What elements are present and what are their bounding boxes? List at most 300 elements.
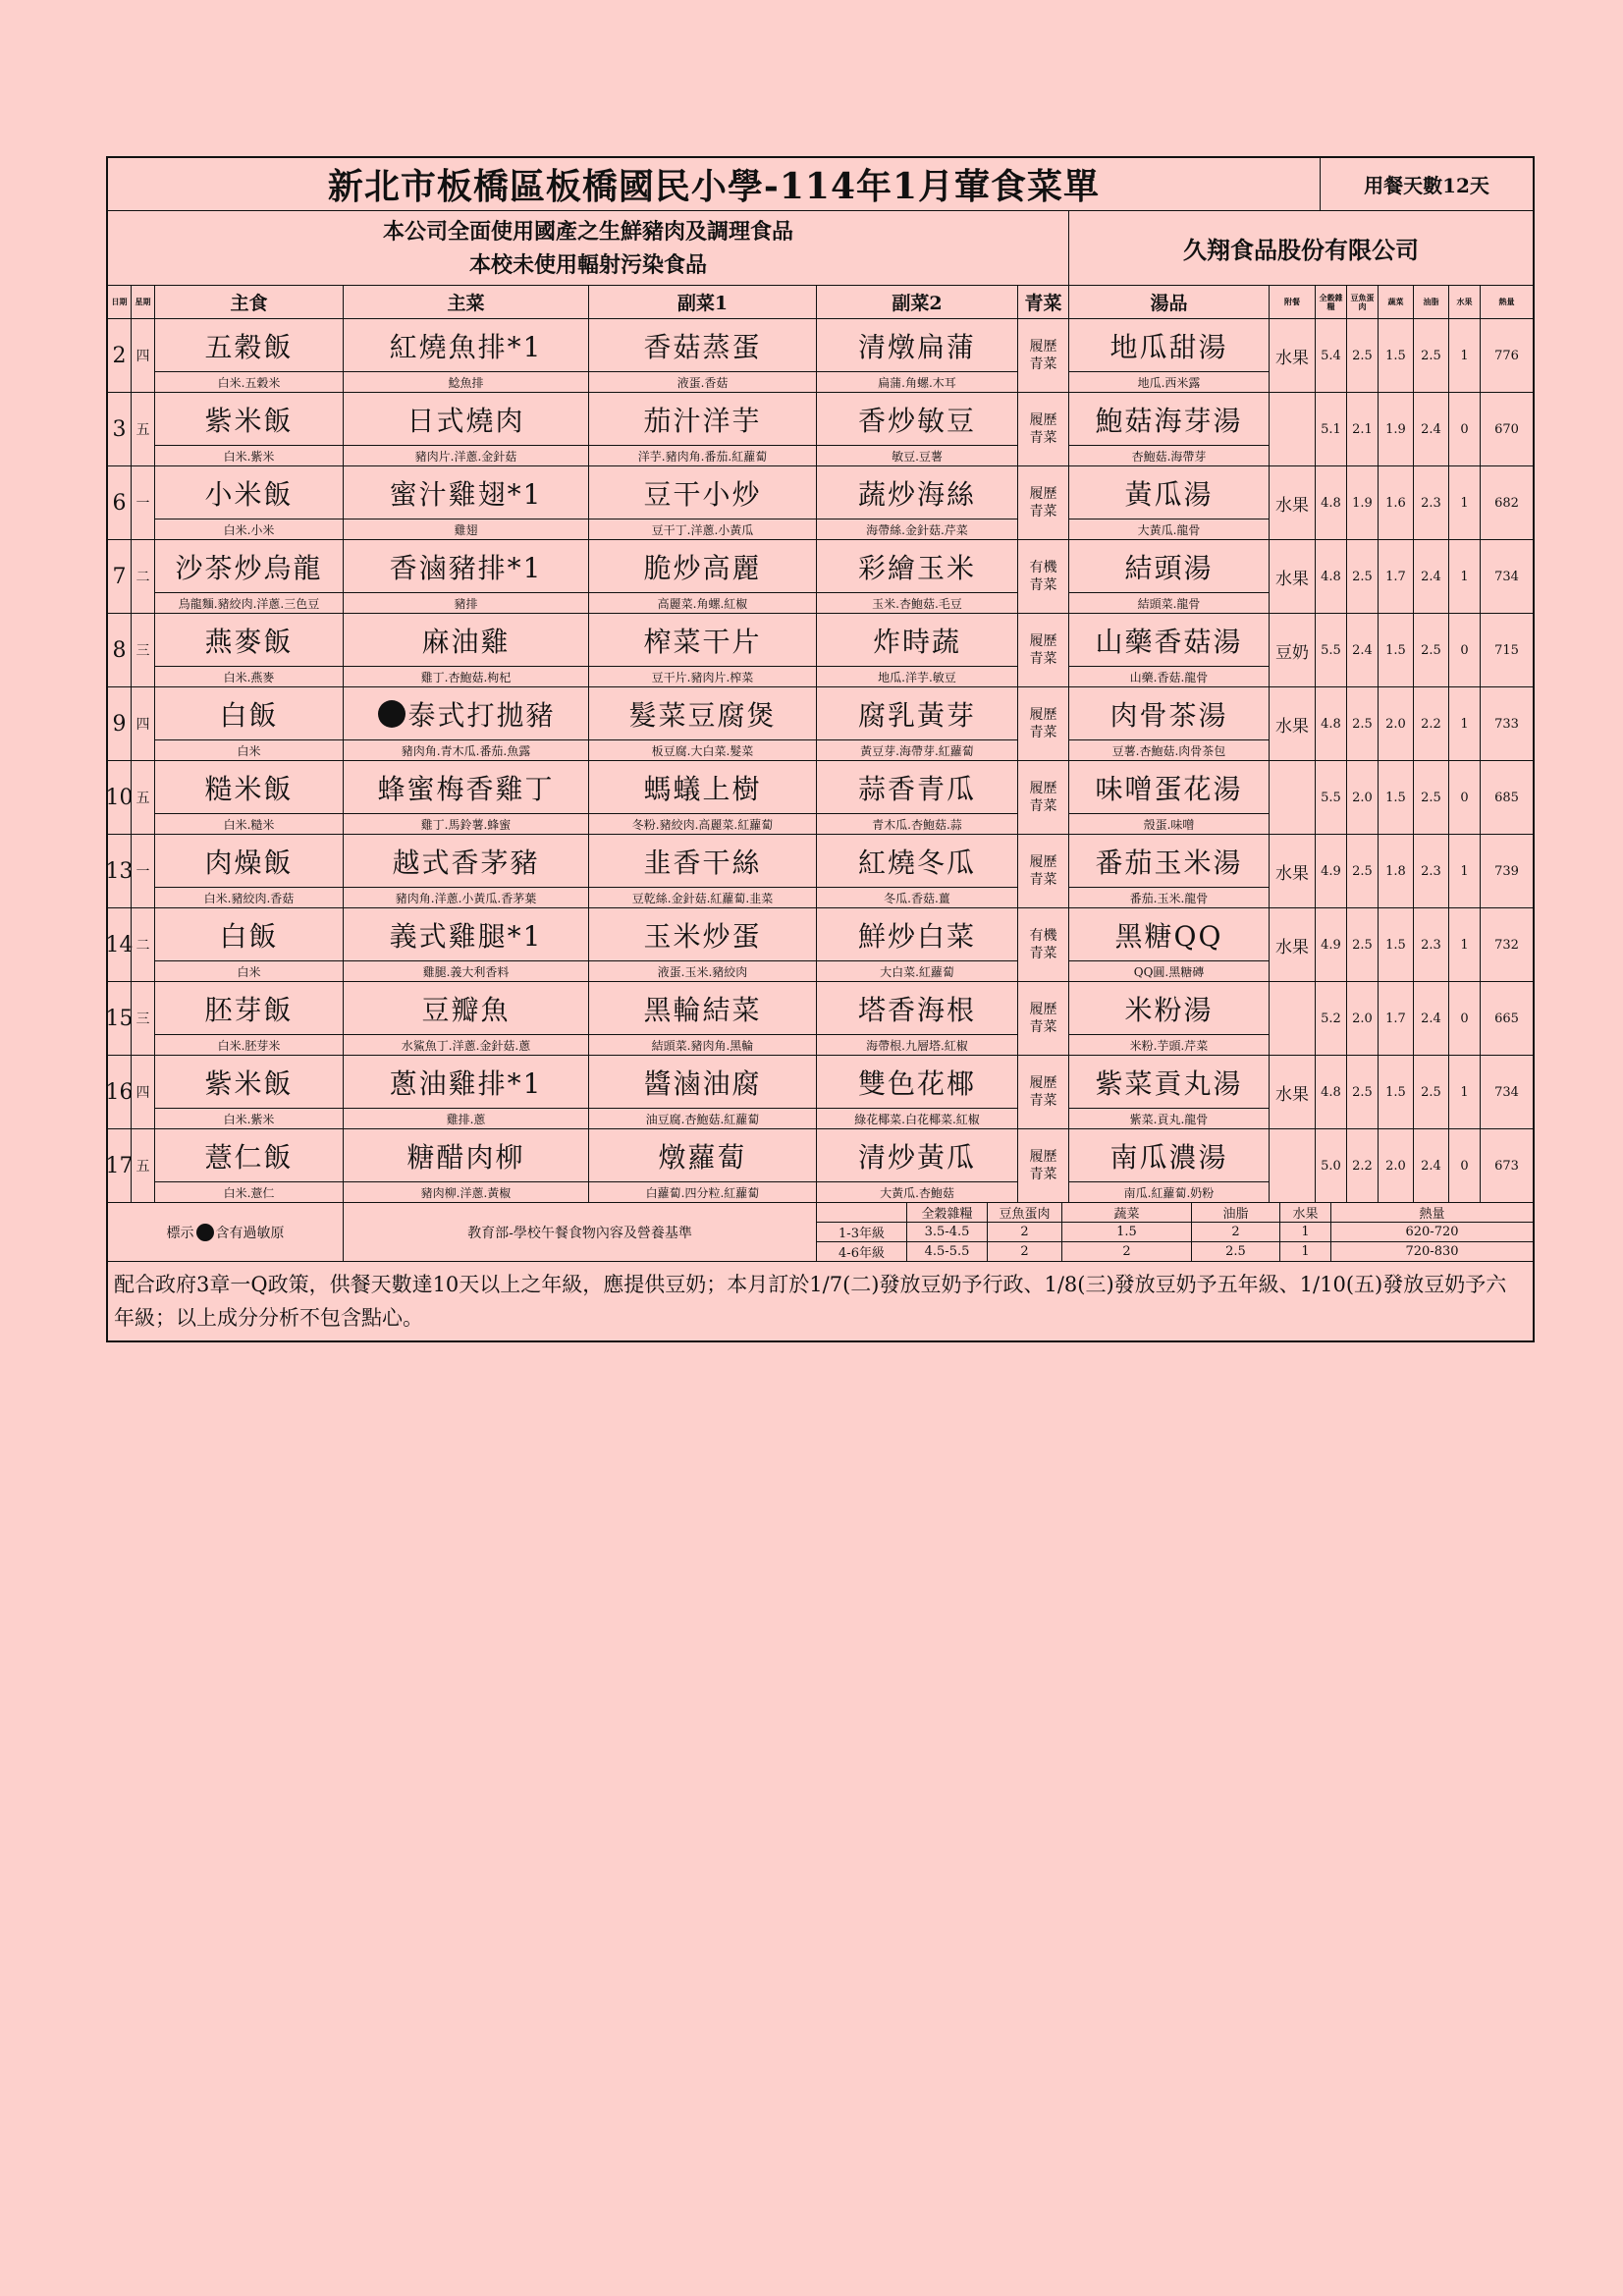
fruit-value: 1 bbox=[1449, 540, 1481, 613]
protein-value: 2.5 bbox=[1347, 540, 1379, 613]
day-row bbox=[108, 319, 1533, 393]
soup-name bbox=[1069, 687, 1269, 740]
day-row bbox=[105, 908, 1533, 982]
fruit-value: 1 bbox=[1449, 466, 1481, 539]
vegetable-value: 1.5 bbox=[1379, 1056, 1414, 1128]
vegetable-type bbox=[1018, 687, 1069, 760]
soup-name-ingredients: 地瓜.西米露 bbox=[1137, 375, 1201, 390]
soup bbox=[1069, 982, 1270, 1055]
side-dish-1-name-text: 榨菜干片 bbox=[643, 625, 762, 658]
col-calories: 熱量 bbox=[1498, 297, 1515, 306]
standard-cell: 4.5-5.5 bbox=[907, 1242, 988, 1261]
veg-label-1: 履歷 bbox=[1029, 633, 1057, 649]
standard-cell: 2 bbox=[988, 1242, 1062, 1261]
main-staple-dish bbox=[155, 540, 343, 593]
extra-item: 水果 bbox=[1270, 540, 1316, 613]
side-dish-2-name-ingredients: 冬瓜.香菇.薑 bbox=[884, 891, 950, 905]
vegetable-type bbox=[1018, 393, 1069, 465]
soup-name bbox=[1069, 466, 1269, 519]
side-dish-2-name bbox=[817, 466, 1017, 519]
side-dish-2-name-text: 蔬炒海絲 bbox=[857, 477, 976, 511]
vegetable-value: 1.7 bbox=[1379, 982, 1414, 1055]
standard-header-cell: 全穀雜糧 bbox=[907, 1203, 988, 1222]
main-dish bbox=[344, 319, 589, 392]
side-dish-2 bbox=[817, 1129, 1018, 1202]
extra-item: 水果 bbox=[1270, 835, 1316, 907]
fruit-value: 0 bbox=[1449, 393, 1481, 465]
col-grain: 全穀雜糧 bbox=[1316, 286, 1347, 318]
standard-header-cell: 熱量 bbox=[1419, 1207, 1445, 1222]
protein-value: 2.0 bbox=[1347, 761, 1379, 834]
company-name: 久翔食品股份有限公司 bbox=[1183, 236, 1419, 264]
soup-name bbox=[1069, 982, 1269, 1035]
side-dish-2-name-ingredients: 綠花椰菜.白花椰菜.紅椒 bbox=[854, 1112, 980, 1126]
side-dish-1-name-ingredients: 冬粉.豬絞肉.高麗菜.紅蘿蔔 bbox=[631, 817, 774, 832]
main-staple-dish-ingredients: 白米 bbox=[237, 743, 261, 758]
oil-value: 2.4 bbox=[1414, 540, 1449, 613]
extra-item: 水果 bbox=[1270, 908, 1316, 981]
soup-name-ingredients: 大黃瓜.龍骨 bbox=[1137, 522, 1201, 537]
col-soup: 湯品 bbox=[1069, 286, 1270, 318]
main-staple-dish-ingredients: 烏龍麵.豬絞肉.洋蔥.三色豆 bbox=[178, 596, 320, 611]
main-dish-name bbox=[344, 466, 588, 519]
protein-value: 2.5 bbox=[1347, 908, 1379, 981]
side-dish-1 bbox=[589, 835, 817, 907]
main-dish bbox=[344, 982, 589, 1055]
soup-name bbox=[1069, 1129, 1269, 1182]
protein-value: 2.2 bbox=[1347, 1129, 1379, 1202]
side-dish-1-name-ingredients: 豆干片.豬肉片.榨菜 bbox=[651, 670, 754, 684]
side-dish-1-name-text: 黑輪結菜 bbox=[643, 993, 762, 1026]
main-dish-name bbox=[344, 908, 588, 961]
veg-label-2: 青菜 bbox=[1029, 1167, 1057, 1182]
side-dish-1-name bbox=[589, 540, 816, 593]
vegetable-value: 1.5 bbox=[1379, 908, 1414, 981]
side-dish-1-name bbox=[589, 614, 816, 667]
main-dish bbox=[344, 540, 589, 613]
oil-value: 2.5 bbox=[1414, 761, 1449, 834]
day-date: 16 bbox=[108, 1056, 132, 1128]
grain-value: 4.8 bbox=[1316, 466, 1347, 539]
main-dish-name bbox=[344, 1129, 588, 1182]
main-staple-dish-text: 五穀飯 bbox=[204, 330, 294, 363]
main-staple-dish-text: 胚芽飯 bbox=[204, 993, 294, 1026]
side-dish-2-name bbox=[817, 319, 1017, 372]
main-dish bbox=[344, 908, 589, 981]
day-row bbox=[108, 466, 1533, 540]
oil-value: 2.3 bbox=[1414, 835, 1449, 907]
day-date: 2 bbox=[108, 319, 132, 392]
side-dish-1-name bbox=[589, 393, 816, 446]
main-dish-name-ingredients: 雞翅 bbox=[454, 522, 478, 537]
grain-value: 5.5 bbox=[1316, 614, 1347, 686]
day-date: 17 bbox=[108, 1129, 132, 1202]
standard-cell: 3.5-4.5 bbox=[907, 1223, 988, 1241]
soup-name-text: 黃瓜湯 bbox=[1124, 477, 1214, 511]
veg-label-2: 青菜 bbox=[1029, 946, 1057, 961]
oil-value: 2.4 bbox=[1414, 393, 1449, 465]
side-dish-1 bbox=[589, 1056, 817, 1128]
calories-value: 776 bbox=[1494, 348, 1519, 363]
day-date: 14 bbox=[108, 908, 132, 981]
side-dish-2-name bbox=[817, 835, 1017, 888]
grain-value: 4.8 bbox=[1316, 540, 1347, 613]
veg-label-2: 青菜 bbox=[1029, 504, 1057, 519]
day-date: 15 bbox=[108, 982, 132, 1055]
main-dish-name-text: 蜂蜜梅香雞丁 bbox=[377, 772, 555, 805]
day-weekday: 五 bbox=[132, 1129, 155, 1202]
day-weekday: 五 bbox=[132, 393, 155, 465]
standard-cell: 1 bbox=[1280, 1242, 1331, 1261]
side-dish-2-name bbox=[817, 982, 1017, 1035]
soup bbox=[1069, 614, 1270, 686]
side-dish-2-name-text: 彩繪玉米 bbox=[857, 551, 976, 584]
main-dish-name bbox=[344, 687, 588, 740]
soup-name-text: 黑糖QQ bbox=[1114, 919, 1223, 953]
standard-cell: 2.5 bbox=[1192, 1242, 1280, 1261]
main-staple-dish-ingredients: 白米.五穀米 bbox=[217, 375, 281, 390]
vegetable-value: 1.7 bbox=[1379, 540, 1414, 613]
extra-item bbox=[1270, 761, 1316, 834]
main-staple bbox=[155, 540, 344, 613]
main-dish-name-ingredients: 雞排.蔥 bbox=[446, 1112, 486, 1126]
veg-label-2: 青菜 bbox=[1029, 798, 1057, 814]
side-dish-2-name-ingredients: 青木瓜.杏鮑菇.蒜 bbox=[872, 817, 962, 832]
calories-value: 673 bbox=[1494, 1158, 1519, 1174]
oil-value: 2.4 bbox=[1414, 982, 1449, 1055]
vegetable-type bbox=[1018, 1129, 1069, 1202]
side-dish-2 bbox=[817, 466, 1018, 539]
main-staple-dish-text: 糙米飯 bbox=[204, 772, 294, 805]
title-row bbox=[108, 158, 1533, 211]
veg-label-2: 青菜 bbox=[1029, 1019, 1057, 1035]
fruit-value: 1 bbox=[1449, 908, 1481, 981]
day-weekday: 二 bbox=[132, 908, 155, 981]
side-dish-1-name-ingredients: 液蛋.玉米.豬絞肉 bbox=[657, 964, 748, 979]
extra-item: 水果 bbox=[1270, 1056, 1316, 1128]
vegetable-type bbox=[1018, 761, 1069, 834]
grain-value: 4.8 bbox=[1316, 1056, 1347, 1128]
main-staple bbox=[155, 982, 344, 1055]
soup-name-ingredients: 南瓜.紅蘿蔔.奶粉 bbox=[1123, 1185, 1215, 1200]
day-row bbox=[105, 1129, 1533, 1203]
standard-cell: 1-3年級 bbox=[817, 1223, 907, 1241]
soup-name-text: 米粉湯 bbox=[1124, 993, 1214, 1026]
col-main-dish: 主菜 bbox=[344, 286, 589, 318]
soup-name-text: 南瓜濃湯 bbox=[1109, 1140, 1228, 1174]
main-dish-name bbox=[344, 319, 588, 372]
soup-name bbox=[1069, 908, 1269, 961]
notice bbox=[108, 211, 1069, 285]
side-dish-2-name-text: 鮮炒白菜 bbox=[857, 919, 976, 953]
veg-label-2: 青菜 bbox=[1029, 651, 1057, 667]
main-staple-dish-text: 肉燥飯 bbox=[204, 846, 294, 879]
soup bbox=[1069, 687, 1270, 760]
side-dish-1-name-text: 豆干小炒 bbox=[643, 477, 762, 511]
soy-milk-note: 配合政府3章一Q政策，供餐天數達10天以上之年級，應提供豆奶；本月訂於1/7(二)發放豆奶予行政、1/8(三)發放豆奶予五年級、1/10(五)發放豆奶予六年級；以上成分分析不包含點心。 bbox=[114, 1273, 1507, 1330]
protein-value: 2.5 bbox=[1347, 1056, 1379, 1128]
oil-value: 2.3 bbox=[1414, 908, 1449, 981]
main-staple-dish-text: 紫米飯 bbox=[204, 1066, 294, 1100]
main-dish-name-text: 豆瓣魚 bbox=[421, 993, 511, 1026]
side-dish-2-name bbox=[817, 761, 1017, 814]
main-dish-name-text: 蜜汁雞翅*1 bbox=[389, 477, 543, 511]
soup-name-ingredients: 山藥.香菇.龍骨 bbox=[1129, 670, 1209, 684]
notice-line-2: 本校未使用輻射污染食品 bbox=[468, 251, 707, 278]
main-dish-name-text: 日式燒肉 bbox=[406, 404, 525, 437]
day-row bbox=[108, 393, 1533, 466]
main-dish-name bbox=[344, 761, 588, 814]
main-dish bbox=[344, 466, 589, 539]
calories-value: 665 bbox=[1494, 1011, 1519, 1026]
veg-label-1: 履歷 bbox=[1029, 1002, 1057, 1017]
oil-value: 2.5 bbox=[1414, 319, 1449, 392]
standard-table bbox=[817, 1203, 1533, 1261]
col-weekday: 星期 bbox=[132, 286, 155, 318]
soup-name bbox=[1069, 540, 1269, 593]
side-dish-2-name-text: 腐乳黃芽 bbox=[857, 698, 976, 732]
main-staple-dish-ingredients: 白米.糙米 bbox=[223, 817, 275, 832]
col-vegetable: 蔬菜 bbox=[1379, 286, 1414, 318]
side-dish-1-name-ingredients: 洋芋.豬肉角.番茄.紅蘿蔔 bbox=[637, 449, 768, 464]
soup bbox=[1069, 393, 1270, 465]
calories-value: 715 bbox=[1494, 642, 1519, 658]
extra-item: 水果 bbox=[1270, 687, 1316, 760]
main-dish-name-text: 麻油雞 bbox=[421, 625, 511, 658]
calories-value: 685 bbox=[1494, 790, 1519, 805]
main-dish-name-text: 糖醋肉柳 bbox=[406, 1140, 525, 1174]
main-dish-name-ingredients: 豬肉片.洋蔥.金針菇 bbox=[414, 449, 517, 464]
day-date: 8 bbox=[108, 614, 132, 686]
day-row bbox=[108, 540, 1533, 614]
grain-value: 5.5 bbox=[1316, 761, 1347, 834]
col-veg: 青菜 bbox=[1018, 286, 1069, 318]
soup bbox=[1069, 835, 1270, 907]
protein-value: 2.5 bbox=[1347, 835, 1379, 907]
footer-row bbox=[108, 1203, 1533, 1262]
main-dish bbox=[344, 761, 589, 834]
side-dish-2-name-text: 清燉扁蒲 bbox=[857, 330, 976, 363]
grain-value: 5.1 bbox=[1316, 393, 1347, 465]
main-staple-dish-ingredients: 白米.豬絞肉.香菇 bbox=[203, 891, 295, 905]
standard-cell: 2 bbox=[988, 1223, 1062, 1241]
allergen-dot-icon bbox=[196, 1224, 214, 1241]
side-dish-1-name bbox=[589, 1129, 816, 1182]
soup-name-text: 鮑菇海芽湯 bbox=[1095, 404, 1243, 437]
vegetable-type bbox=[1018, 319, 1069, 392]
standard-cell: 2 bbox=[1062, 1242, 1192, 1261]
vegetable-type bbox=[1018, 540, 1069, 613]
day-weekday: 二 bbox=[132, 540, 155, 613]
grain-value: 5.0 bbox=[1316, 1129, 1347, 1202]
main-dish bbox=[344, 614, 589, 686]
main-dish bbox=[344, 393, 589, 465]
veg-label-1: 履歷 bbox=[1029, 412, 1057, 428]
col-date: 日期 bbox=[108, 286, 132, 318]
notice-line-1: 本公司全面使用國產之生鮮豬肉及調理食品 bbox=[382, 218, 793, 245]
main-staple-dish bbox=[155, 761, 343, 814]
calories-value: 670 bbox=[1494, 421, 1519, 437]
soup-name-ingredients: 殼蛋.味噌 bbox=[1143, 817, 1195, 832]
day-weekday: 五 bbox=[132, 761, 155, 834]
side-dish-1 bbox=[589, 319, 817, 392]
extra-item: 水果 bbox=[1270, 466, 1316, 539]
main-dish-name-ingredients: 水鯊魚丁.洋蔥.金針菇.蔥 bbox=[401, 1038, 531, 1053]
fruit-value: 0 bbox=[1449, 982, 1481, 1055]
extra-item bbox=[1270, 982, 1316, 1055]
main-dish-name-ingredients: 鯰魚排 bbox=[448, 375, 484, 390]
main-staple-dish bbox=[155, 835, 343, 888]
side-dish-1 bbox=[589, 982, 817, 1055]
side-dish-2 bbox=[817, 393, 1018, 465]
vegetable-value: 2.0 bbox=[1379, 687, 1414, 760]
veg-label-2: 青菜 bbox=[1029, 356, 1057, 372]
soup-name-text: 紫菜貢丸湯 bbox=[1095, 1066, 1243, 1100]
standard-header-cell: 豆魚蛋肉 bbox=[988, 1203, 1062, 1222]
soup-name-ingredients: 紫菜.貢丸.龍骨 bbox=[1129, 1112, 1209, 1126]
veg-label-2: 青菜 bbox=[1029, 872, 1057, 888]
soup-name-text: 肉骨茶湯 bbox=[1109, 698, 1228, 732]
soup-name-text: 味噌蛋花湯 bbox=[1095, 772, 1243, 805]
side-dish-1-name bbox=[589, 761, 816, 814]
main-staple-dish bbox=[155, 1056, 343, 1109]
grain-value: 4.9 bbox=[1316, 908, 1347, 981]
side-dish-2 bbox=[817, 540, 1018, 613]
side-dish-1-name-ingredients: 高麗菜.角螺.紅椒 bbox=[657, 596, 748, 611]
soup-name-text: 結頭湯 bbox=[1124, 551, 1214, 584]
main-staple-dish bbox=[155, 466, 343, 519]
main-dish-name-ingredients: 豬肉柳.洋蔥.黃椒 bbox=[420, 1185, 512, 1200]
col-side1: 副菜1 bbox=[589, 286, 817, 318]
side-dish-1-name-ingredients: 豆干丁.洋蔥.小黃瓜 bbox=[651, 522, 754, 537]
soup bbox=[1069, 761, 1270, 834]
extra-item: 豆奶 bbox=[1270, 614, 1316, 686]
calories-value: 732 bbox=[1494, 937, 1519, 953]
main-staple-dish bbox=[155, 1129, 343, 1182]
main-dish bbox=[344, 687, 589, 760]
main-staple-dish-text: 白飯 bbox=[219, 919, 279, 953]
side-dish-2-name-text: 炸時蔬 bbox=[872, 625, 961, 658]
veg-label-1: 履歷 bbox=[1029, 486, 1057, 502]
main-staple bbox=[155, 687, 344, 760]
protein-value: 2.0 bbox=[1347, 982, 1379, 1055]
side-dish-2-name bbox=[817, 687, 1017, 740]
side-dish-2 bbox=[817, 614, 1018, 686]
vegetable-value: 1.5 bbox=[1379, 614, 1414, 686]
side-dish-1-name-ingredients: 板豆腐.大白菜.髮菜 bbox=[651, 743, 754, 758]
soup bbox=[1069, 1129, 1270, 1202]
allergen-legend bbox=[108, 1203, 344, 1261]
side-dish-1-name-text: 燉蘿蔔 bbox=[658, 1140, 747, 1174]
veg-label-2: 青菜 bbox=[1029, 577, 1057, 593]
side-dish-1 bbox=[589, 1129, 817, 1202]
col-fruit: 水果 bbox=[1449, 286, 1481, 318]
extra-item: 水果 bbox=[1270, 319, 1316, 392]
protein-value: 2.5 bbox=[1347, 687, 1379, 760]
side-dish-1-name-ingredients: 白蘿蔔.四分粒.紅蘿蔔 bbox=[645, 1185, 760, 1200]
side-dish-2-name-ingredients: 大黃瓜.杏鮑菇 bbox=[880, 1185, 954, 1200]
side-dish-2 bbox=[817, 908, 1018, 981]
side-dish-1-name bbox=[589, 466, 816, 519]
side-dish-2-name bbox=[817, 614, 1017, 667]
main-staple-dish bbox=[155, 982, 343, 1035]
side-dish-2 bbox=[817, 761, 1018, 834]
main-dish-name-text: 紅燒魚排*1 bbox=[389, 330, 543, 363]
allergen-suffix: 含有過敏原 bbox=[215, 1225, 285, 1241]
side-dish-1-name-text: 茄汁洋芋 bbox=[643, 404, 762, 437]
side-dish-2-name-ingredients: 黃豆芽.海帶芽.紅蘿蔔 bbox=[860, 743, 974, 758]
day-weekday: 四 bbox=[132, 1056, 155, 1128]
main-staple-dish-text: 白飯 bbox=[219, 698, 279, 732]
page-title: 新北市板橋區板橋國民小學-114年1月葷食菜單 bbox=[108, 158, 1321, 210]
standard-cell: 1 bbox=[1280, 1223, 1331, 1241]
standard-cell: 1.5 bbox=[1062, 1223, 1192, 1241]
side-dish-1-name-ingredients: 豆乾絲.金針菇.紅蘿蔔.韭菜 bbox=[631, 891, 774, 905]
standard-header-cell: 油脂 bbox=[1192, 1203, 1280, 1222]
soup-name bbox=[1069, 1056, 1269, 1109]
main-dish-name-text: 越式香茅豬 bbox=[392, 846, 540, 879]
soup bbox=[1069, 1056, 1270, 1128]
side-dish-1-name-text: 香菇蒸蛋 bbox=[643, 330, 762, 363]
grain-value: 5.2 bbox=[1316, 982, 1347, 1055]
main-staple-dish-text: 沙茶炒烏龍 bbox=[175, 551, 323, 584]
side-dish-1-name-text: 螞蟻上樹 bbox=[643, 772, 762, 805]
main-dish-name-ingredients: 豬肉角.青木瓜.番茄.魚露 bbox=[401, 743, 531, 758]
side-dish-1-name bbox=[589, 835, 816, 888]
soup-name-ingredients: QQ圓.黑糖磚 bbox=[1133, 964, 1205, 979]
soup-name-ingredients: 結頭菜.龍骨 bbox=[1137, 596, 1201, 611]
main-dish-name-ingredients: 豬排 bbox=[454, 596, 478, 611]
side-dish-1-name-ingredients: 結頭菜.豬肉角.黑輪 bbox=[651, 1038, 754, 1053]
day-row bbox=[105, 1056, 1533, 1129]
side-dish-2-name-text: 紅燒冬瓜 bbox=[857, 846, 976, 879]
main-staple bbox=[155, 393, 344, 465]
side-dish-1-name-text: 髮菜豆腐煲 bbox=[628, 698, 777, 732]
standard-row bbox=[817, 1223, 1533, 1242]
vegetable-value: 1.5 bbox=[1379, 761, 1414, 834]
day-weekday: 一 bbox=[132, 835, 155, 907]
day-date: 10 bbox=[108, 761, 132, 834]
side-dish-1-name-text: 醬滷油腐 bbox=[643, 1066, 762, 1100]
side-dish-1-name-ingredients: 液蛋.香菇 bbox=[676, 375, 729, 390]
side-dish-1 bbox=[589, 393, 817, 465]
side-dish-2-name-ingredients: 海帶根.九層塔.紅椒 bbox=[866, 1038, 968, 1053]
day-rows bbox=[105, 319, 1533, 1203]
oil-value: 2.3 bbox=[1414, 466, 1449, 539]
main-dish-name-ingredients: 雞丁.杏鮑菇.枸杞 bbox=[420, 670, 512, 684]
main-staple-dish bbox=[155, 393, 343, 446]
soup bbox=[1069, 540, 1270, 613]
fruit-value: 0 bbox=[1449, 1129, 1481, 1202]
veg-label-2: 青菜 bbox=[1029, 725, 1057, 740]
grain-value: 4.9 bbox=[1316, 835, 1347, 907]
vegetable-value: 1.8 bbox=[1379, 835, 1414, 907]
soup bbox=[1069, 908, 1270, 981]
day-row bbox=[105, 982, 1533, 1056]
veg-label-1: 履歷 bbox=[1029, 854, 1057, 870]
vegetable-type bbox=[1018, 908, 1069, 981]
day-row bbox=[108, 614, 1533, 687]
menu-table bbox=[106, 156, 1535, 1342]
soup-name-text: 山藥香菇湯 bbox=[1095, 625, 1243, 658]
veg-label-1: 履歷 bbox=[1029, 1075, 1057, 1091]
standard-header bbox=[817, 1203, 1533, 1223]
soup-name bbox=[1069, 393, 1269, 446]
grain-value: 4.8 bbox=[1316, 687, 1347, 760]
standard-header-cell: 蔬菜 bbox=[1062, 1203, 1192, 1222]
side-dish-1 bbox=[589, 687, 817, 760]
main-staple bbox=[155, 614, 344, 686]
